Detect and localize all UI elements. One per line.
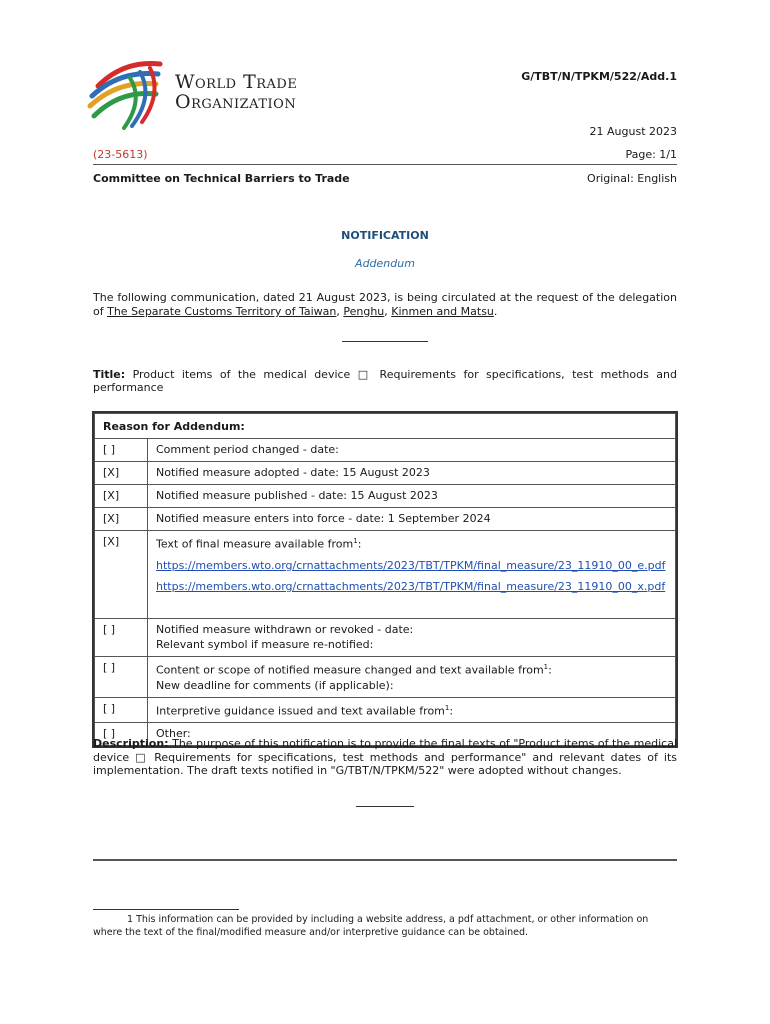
title-label: Title: [93,368,126,381]
table-row [95,619,676,657]
title-text: Product items of the medical device □ Requirements for specifications, test methods and performance [93,368,677,394]
row-text-line2: New deadline for comments (if applicable): [156,678,394,692]
title-paragraph [93,368,677,394]
footnote-ref: 1 [353,537,358,545]
footnote-ref: 1 [444,703,450,712]
committee-name: Committee on Technical Barriers to Trade [93,172,350,185]
document-symbol: G/TBT/N/TPKM/522/Add.1 [521,70,677,83]
description-text: The purpose of this notification is to provide the final texts of "Product items of the medical device □ Requirements for specifications, test methods and performance" and relevant dates of its implementation. The draft texts notified in "G/TBT/N/TPKM/522" were adopted without changes. [93,737,677,777]
footnote [93,913,677,939]
territory-name: The Separate Customs Territory of Taiwan [107,305,337,318]
table-row [95,697,676,723]
row-content: Text of final measure available from$^1$: https://members.wto.org/crnattachments/2023/TBT/TPKM/final_measure/23_11910_00_e.pdf https://members.wto.org/crnattachments/2023/TBT/TPKM/final_measure/23_11910_00_x.pdf [148,531,676,619]
original-language: Original: English [587,172,677,185]
final-measure-link-original[interactable]: https://members.wto.org/crnattachments/2023/TBT/TPKM/final_measure/23_11910_00_x.pdf [156,579,666,593]
document-reference: (23-5613) [93,148,148,161]
page-number: Page: 1/1 [625,148,677,161]
row-text: Notified measure published - date: 15 August 2023 [148,485,676,508]
row-text: Notified measure withdrawn or revoked - date: [156,623,414,636]
row-text: Comment period changed - date: [148,439,676,462]
reason-table [92,411,678,748]
description-label: Description: [93,737,169,750]
table-row [95,462,676,485]
header-divider [93,164,677,165]
checkbox-mark: [ ] [95,619,148,657]
notification-heading: NOTIFICATION [341,229,429,242]
row-text: Notified measure adopted - date: 15 August 2023 [148,462,676,485]
document-date: 21 August 2023 [589,125,677,138]
reason-table-header: Reason for Addendum: [95,414,676,439]
row-text: Interpretive guidance issued and text available from [156,704,445,718]
page-divider [93,859,677,861]
table-row [95,485,676,508]
table-row [95,508,676,531]
final-measure-link-english[interactable]: https://members.wto.org/crnattachments/2023/TBT/TPKM/final_measure/23_11910_00_e.pdf [156,558,666,572]
checkbox-mark: [ ] [95,723,148,746]
row-text: Notified measure enters into force - date: 1 September 2024 [148,508,676,531]
footnote-divider [93,909,239,910]
table-row [95,531,676,619]
row-content [148,619,676,657]
table-row [95,657,676,698]
row-content: Interpretive guidance issued and text available from$^1$: [148,697,676,723]
footnote-number: 1 [127,914,134,925]
intro-paragraph: The following communication, dated 21 August 2023, is being circulated at the request of the delegation of The Separate Customs Territory of Taiwan, Penghu, Kinmen and Matsu. [93,291,677,318]
row-text-line2: Relevant symbol if measure re-notified: [156,638,374,651]
row-text: Text of final measure available from [156,537,354,551]
checkbox-mark: [X] [95,485,148,508]
place-kinmen-matsu: Kinmen and Matsu [391,305,494,318]
section-separator [356,806,414,807]
checkbox-mark: [X] [95,531,148,619]
place-penghu: Penghu [343,305,385,318]
row-content: Content or scope of notified measure changed and text available from$^1$: New deadline for comments (if applicable): [148,657,676,698]
checkbox-mark: [ ] [95,697,148,723]
footnote-text: This information can be provided by including a website address, a pdf attachment, or other information on where the text of the final/modified measure and/or interpretive guidance can be obtained. [93,914,649,938]
checkbox-mark: [ ] [95,657,148,698]
checkbox-mark: [X] [95,508,148,531]
addendum-subheading: Addendum [355,257,415,270]
description-paragraph [93,737,677,778]
section-separator [342,341,428,342]
row-text: Other: [148,723,676,746]
footnote-ref: 1 [543,663,549,671]
table-row [95,439,676,462]
row-text: Content or scope of notified measure changed and text available from [156,663,544,677]
checkbox-mark: [X] [95,462,148,485]
checkbox-mark: [ ] [95,439,148,462]
organization-name: World Trade Organization [175,71,298,113]
